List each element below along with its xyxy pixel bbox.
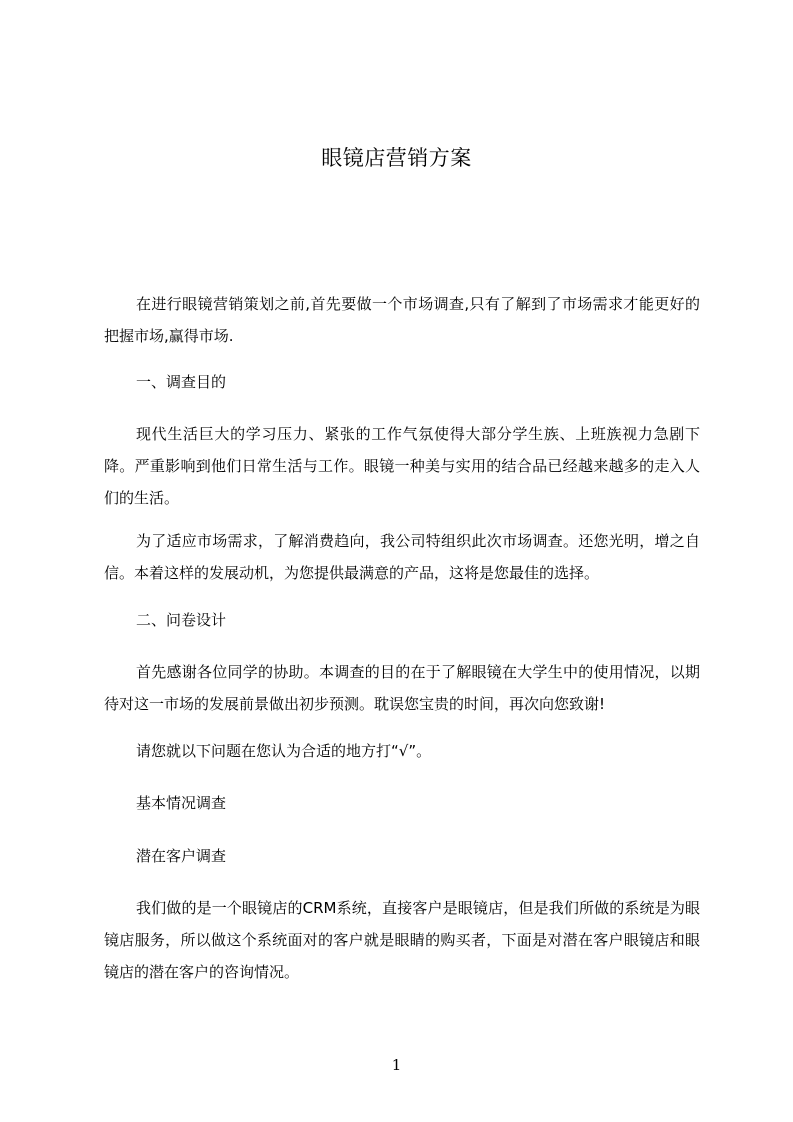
section-heading-questionnaire: 二、问卷设计 — [136, 611, 227, 629]
questionnaire-instruction: 请您就以下问题在您认为合适的地方打“√”。 — [136, 742, 432, 760]
intro-paragraph: 在进行眼镜营销策划之前,首先要做一个市场调查,只有了解到了市场需求才能更好的把握市场,赢得市场. — [104, 295, 700, 345]
crm-paragraph: 我们做的是一个眼镜店的CRM系统，直接客户是眼镜店，但是我们所做的系统是为眼镜店服务，所以做这个系统面对的客户就是眼睛的购买者，下面是对潜在客户眼镜店和眼镜店的潜在客户的咨询情况。 — [104, 899, 700, 981]
purpose-paragraph-1: 现代生活巨大的学习压力、紧张的工作气氛使得大部分学生族、上班族视力急剧下降。严重影响到他们日常生活与工作。眼镜一种美与实用的结合品已经越来越多的走入人们的生活。 — [104, 425, 700, 507]
questionnaire-paragraph-1: 首先感谢各位同学的协助。本调查的目的在于了解眼镜在大学生中的使用情况，以期待对这一市场的发展前景做出初步预测。耽误您宝贵的时间，再次向您致谢! — [104, 663, 700, 713]
subheading-potential-customer-survey: 潜在客户调查 — [136, 847, 227, 865]
subheading-basic-survey: 基本情况调查 — [136, 794, 227, 812]
purpose-paragraph-2: 为了适应市场需求，了解消费趋向，我公司特组织此次市场调查。还您光明，增之自信。本着这样的发展动机，为您提供最满意的产品，这将是您最佳的选择。 — [104, 532, 700, 582]
page-number: 1 — [391, 1056, 402, 1074]
section-heading-purpose: 一、调查目的 — [136, 373, 227, 391]
document-title: 眼镜店营销方案 — [321, 146, 472, 170]
